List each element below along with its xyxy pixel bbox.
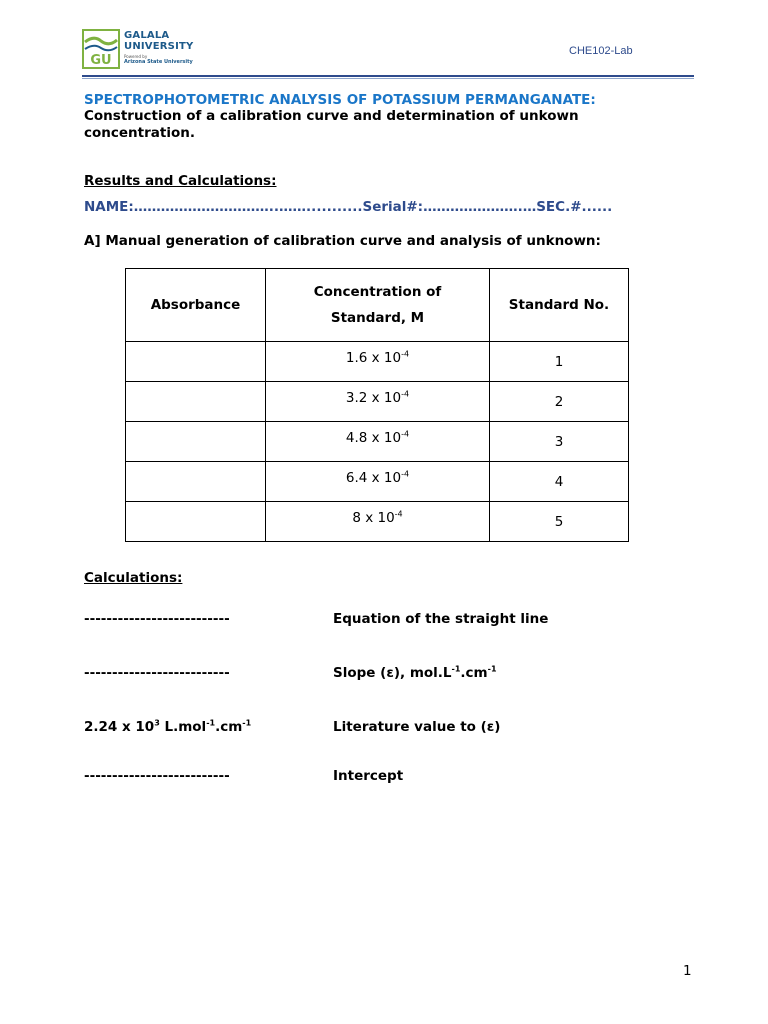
standard-no-cell: 1 [490, 342, 629, 382]
standard-no-header: Standard No. [490, 269, 629, 342]
absorbance-cell[interactable] [126, 422, 266, 462]
slope-label-exp1: -1 [451, 664, 461, 674]
document-subtitle: Construction of a calibration curve and determination of unkown concentration. [84, 108, 579, 141]
equation-label: Equation of the straight line [333, 611, 549, 627]
logo-line-1: GALALA [124, 30, 170, 41]
slope-label [333, 665, 497, 681]
concentration-base: 4.8 x 10 [345, 430, 402, 446]
literature-value-mid1: L.mol [159, 719, 207, 735]
concentration-header [266, 269, 490, 342]
concentration-header-line2: Standard, M [330, 310, 425, 326]
concentration-base: 6.4 x 10 [345, 470, 402, 486]
concentration-cell [266, 382, 490, 422]
table-row [126, 382, 629, 422]
absorbance-header: Absorbance [126, 269, 266, 342]
concentration-cell [266, 342, 490, 382]
page-number: 1 [683, 963, 692, 979]
equation-blank[interactable]: -------------------------- [84, 611, 230, 627]
document-title: SPECTROPHOTOMETRIC ANALYSIS OF POTASSIUM PERMANGANATE: [84, 92, 596, 108]
course-code: CHE102-Lab [569, 45, 633, 57]
table-header-row [126, 269, 629, 342]
standard-no-cell: 4 [490, 462, 629, 502]
logo-powered-by: Powered by [124, 54, 148, 59]
standard-no-cell: 5 [490, 502, 629, 542]
intercept-label: Intercept [333, 768, 404, 784]
table-row [126, 462, 629, 502]
calculations-heading: Calculations: [84, 570, 183, 586]
concentration-exponent: -4 [401, 389, 410, 399]
concentration-cell [266, 502, 490, 542]
concentration-cell [266, 422, 490, 462]
concentration-exponent: -4 [401, 429, 410, 439]
galala-logo-mark-icon [82, 29, 120, 69]
header-rule-thin [82, 78, 694, 79]
literature-value-exp2: -1 [206, 718, 216, 728]
table-row [126, 422, 629, 462]
table-row [126, 502, 629, 542]
logo-partner: Arizona State University [124, 59, 193, 65]
header-rule [82, 75, 694, 77]
concentration-base: 8 x 10 [352, 510, 395, 526]
results-heading: Results and Calculations: [84, 173, 277, 189]
logo-mark-text: GU [90, 53, 112, 68]
concentration-base: 3.2 x 10 [345, 390, 402, 406]
literature-value [84, 719, 251, 735]
literature-value-exp1: 3 [154, 718, 160, 728]
part-a-heading: A] Manual generation of calibration curve and analysis of unknown: [84, 233, 601, 249]
literature-value-pre: 2.24 x 10 [84, 719, 155, 735]
literature-label: Literature value to (ε) [333, 719, 501, 735]
concentration-header-line1: Concentration of [313, 284, 442, 300]
standard-no-cell: 3 [490, 422, 629, 462]
concentration-cell [266, 462, 490, 502]
intercept-blank[interactable]: -------------------------- [84, 768, 230, 784]
name-serial-section-line: NAME:…………………………..……...........Serial#:………………….…SEC.#...... [84, 199, 613, 215]
literature-value-mid2: .cm [215, 719, 243, 735]
slope-label-exp2: -1 [487, 664, 497, 674]
slope-label-pre: Slope (ε), mol.L [333, 665, 452, 681]
concentration-exponent: -4 [401, 469, 410, 479]
standards-table [125, 268, 629, 542]
concentration-exponent: -4 [401, 349, 410, 359]
concentration-exponent: -4 [394, 509, 403, 519]
absorbance-cell[interactable] [126, 382, 266, 422]
university-logo [82, 29, 202, 71]
concentration-base: 1.6 x 10 [345, 350, 402, 366]
slope-label-mid: .cm [460, 665, 488, 681]
standard-no-cell: 2 [490, 382, 629, 422]
literature-value-exp3: -1 [242, 718, 252, 728]
absorbance-cell[interactable] [126, 502, 266, 542]
absorbance-cell[interactable] [126, 462, 266, 502]
logo-line-2: UNIVERSITY [124, 41, 194, 52]
slope-blank[interactable]: -------------------------- [84, 665, 230, 681]
absorbance-cell[interactable] [126, 342, 266, 382]
table-row [126, 342, 629, 382]
